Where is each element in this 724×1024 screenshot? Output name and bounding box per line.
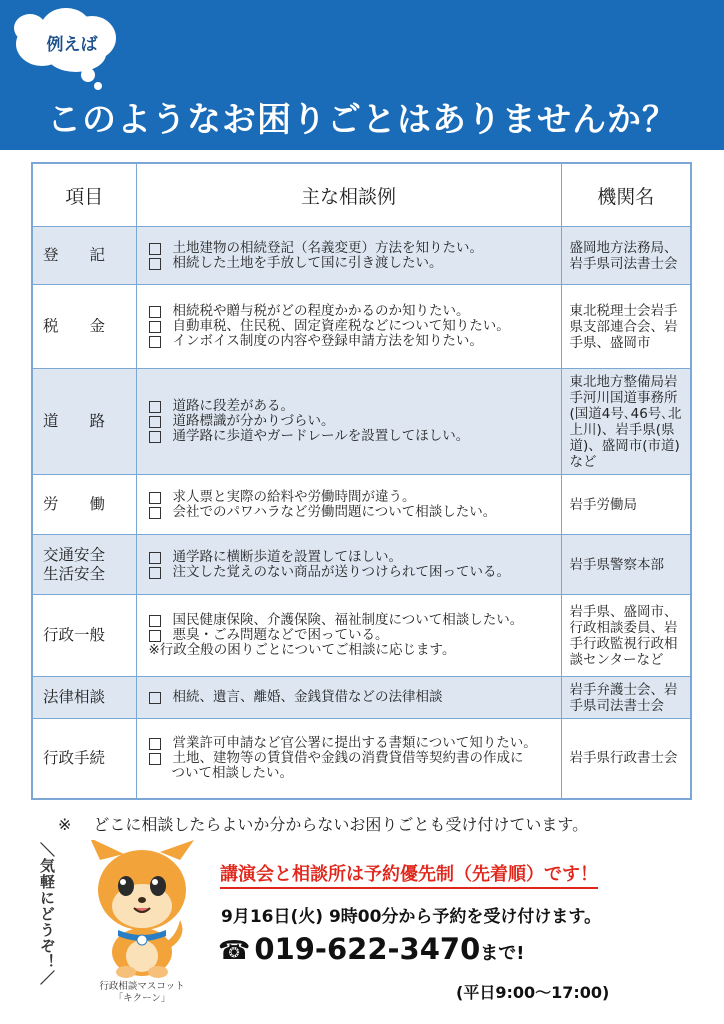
example-text: 通学路に歩道やガードレールを設置してほしい。 [172, 428, 470, 444]
checkbox-icon [149, 243, 161, 255]
phone-icon: ☎ [218, 936, 251, 966]
business-hours: (平日9:00～17:00) [456, 983, 610, 1002]
row-organization: 岩手弁護士会、岩手県司法書士会 [561, 677, 691, 719]
row-category [32, 285, 136, 369]
checkbox-icon [149, 615, 161, 627]
row-organization: 東北地方整備局岩手河川国道事務所(国道4号､46号､北上川)、岩手県(県道)、盛岡市(市道)など [561, 369, 691, 475]
checkbox-icon [149, 492, 161, 504]
checkbox-icon [149, 753, 161, 765]
category-label: 行政手続 [43, 748, 106, 767]
example-text: 会社でのパワハラなど労働問題について相談したい。 [172, 503, 497, 520]
reservation-start: 9月16日(火) 9時00分から予約を受け付けます。 [221, 907, 602, 927]
category-label: 道 路 [43, 412, 106, 430]
example-item [149, 565, 555, 580]
row-category [32, 719, 136, 799]
phone-row [218, 932, 524, 966]
table-row [32, 535, 691, 595]
row-examples [136, 595, 561, 677]
example-item [149, 256, 555, 271]
footnote-text: どこに相談したらよいか分からないお困りごとも受け付けています。 [93, 815, 589, 834]
example-item [149, 429, 555, 444]
example-text: 道路標識が分かりづらい。 [172, 413, 335, 429]
example-item [149, 613, 555, 628]
checkbox-icon [149, 321, 161, 333]
checkbox-icon [149, 258, 161, 270]
row-examples [136, 285, 561, 369]
checkbox-icon [149, 306, 161, 318]
table-row [32, 595, 691, 677]
mascot-caption-line1: 行政相談マスコット [99, 981, 185, 992]
example-item [149, 490, 555, 505]
row-examples [136, 719, 561, 799]
table-header-row [32, 163, 691, 227]
checkbox-icon [149, 401, 161, 413]
row-organization: 岩手県行政書士会 [561, 719, 691, 799]
row-category [32, 535, 136, 595]
reservation-notice: 講演会と相談所は予約優先制（先着順）です！ [220, 864, 598, 889]
example-text: 営業許可申請など官公署に提出する書類について知りたい。 [172, 734, 537, 751]
example-item [149, 334, 555, 349]
example-continuation: ついて相談したい。 [171, 764, 293, 781]
page-title: このようなお困りごとはありませんか？ [47, 100, 677, 140]
checkbox-icon [149, 336, 161, 348]
row-organization: 岩手労働局 [561, 475, 691, 535]
example-text: 求人票と実際の給料や労働時間が違う。 [172, 488, 416, 505]
example-item [149, 241, 555, 256]
checkbox-icon [149, 630, 161, 642]
column-header-category: 項目 [32, 163, 136, 227]
category-label: 登 記 [43, 246, 106, 264]
example-item [149, 505, 555, 520]
category-label: 交通安全 [43, 545, 106, 564]
footnote-mark: ※ [58, 815, 72, 834]
table-row [32, 227, 691, 285]
category-label: 行政一般 [43, 626, 106, 644]
checkbox-icon [149, 738, 161, 750]
example-text: 相続した土地を手放して国に引き渡したい。 [172, 254, 443, 271]
example-item [149, 319, 555, 334]
mascot-caption-line2: 「キクーン」 [113, 993, 171, 1004]
example-item [149, 690, 555, 705]
table-row [32, 677, 691, 719]
example-note: ※行政全般の困りごとについてご相談に応じます。 [148, 642, 456, 658]
row-examples [136, 475, 561, 535]
row-category [32, 475, 136, 535]
checkbox-icon [149, 567, 161, 579]
row-examples [136, 535, 561, 595]
example-text: 通学路に横断歩道を設置してほしい。 [172, 548, 402, 565]
mascot-illustration [30, 840, 200, 980]
example-text: 相続、遺言、離婚、金銭貸借などの法律相談 [172, 689, 443, 705]
mascot-side-text: ＼気軽にどうぞ！／ [38, 842, 56, 986]
table-row [32, 369, 691, 475]
checkbox-icon [149, 552, 161, 564]
example-text: 自動車税、住民税、固定資産税などについて知りたい。 [172, 318, 510, 334]
row-category [32, 677, 136, 719]
category-label: 税 金 [43, 317, 106, 335]
example-text: 土地、建物等の賃貸借や金銭の消費貸借等契約書の作成に [172, 749, 524, 766]
row-organization: 岩手県、盛岡市、行政相談委員、岩手行政監視行政相談センターなど [561, 595, 691, 677]
checkbox-icon [149, 416, 161, 428]
consultation-table [31, 162, 692, 800]
example-text: 相続税や贈与税がどの程度かかるのか知りたい。 [172, 303, 470, 319]
row-category [32, 369, 136, 475]
row-examples [136, 677, 561, 719]
example-text: 道路に段差がある。 [172, 398, 294, 414]
checkbox-icon [149, 507, 161, 519]
mascot-caption [93, 981, 191, 1005]
category-label: 生活安全 [43, 564, 106, 583]
example-item [149, 414, 555, 429]
example-text: インボイス制度の内容や登録申請方法を知りたい。 [172, 333, 483, 349]
example-item [149, 628, 555, 643]
table-row [32, 475, 691, 535]
column-header-examples: 主な相談例 [136, 163, 561, 227]
row-organization: 岩手県警察本部 [561, 535, 691, 595]
example-item [149, 736, 555, 751]
row-category [32, 595, 136, 677]
example-text: 国民健康保険、介護保険、福祉制度について相談したい。 [172, 612, 524, 628]
footnote [58, 812, 588, 835]
column-header-organization: 機関名 [561, 163, 691, 227]
example-item [149, 550, 555, 565]
phone-number[interactable]: 019-622-3470 [254, 932, 481, 966]
checkbox-icon [149, 692, 161, 704]
table-row [32, 719, 691, 799]
row-category [32, 227, 136, 285]
example-item [149, 751, 555, 766]
example-item [149, 399, 555, 414]
example-text: 土地建物の相続登記（名義変更）方法を知りたい。 [172, 239, 483, 256]
example-text: 注文した覚えのない商品が送りつけられて困っている。 [172, 563, 510, 580]
row-examples [136, 227, 561, 285]
category-label: 法律相談 [43, 688, 106, 706]
example-label: 例えば [46, 35, 98, 55]
table-row [32, 285, 691, 369]
checkbox-icon [149, 431, 161, 443]
row-organization: 東北税理士会岩手県支部連合会、岩手県、盛岡市 [561, 285, 691, 369]
row-examples [136, 369, 561, 475]
category-label: 労 働 [43, 495, 106, 513]
example-text: 悪臭・ごみ問題などで困っている。 [172, 627, 389, 643]
phone-suffix: まで! [480, 943, 525, 964]
example-item [149, 304, 555, 319]
row-organization: 盛岡地方法務局、岩手県司法書士会 [561, 227, 691, 285]
